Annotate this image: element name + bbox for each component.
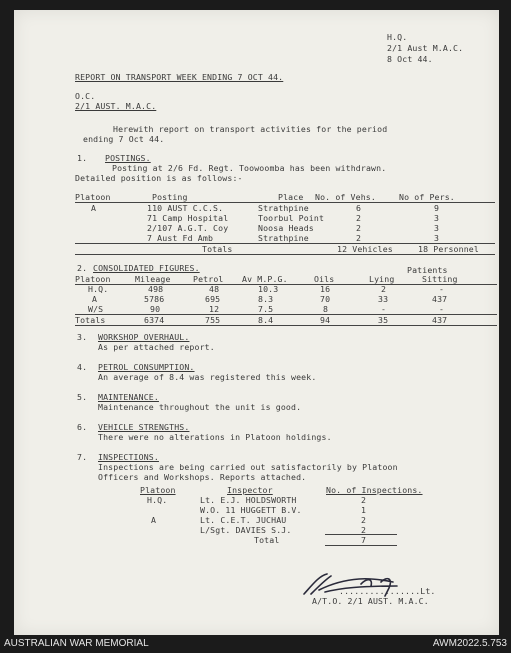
section-7-line-1: Inspections are being carried out satisfactorily by Platoon: [98, 462, 398, 472]
col-header-platoon: Platoon: [75, 192, 111, 202]
header-line-2: 2/1 Aust M.A.C.: [387, 43, 464, 53]
table-row-cell: A: [151, 515, 157, 525]
table-row-cell: 10.3: [258, 284, 279, 294]
table-row-cell: -: [381, 304, 387, 314]
table-row-cell: W/S: [88, 304, 104, 314]
table-row-cell: 7 Aust Fd Amb: [147, 233, 214, 243]
col-header-vehs: No. of Vehs.: [315, 192, 376, 202]
report-title: REPORT ON TRANSPORT WEEK ENDING 7 OCT 44.: [75, 72, 284, 82]
section-2-heading: CONSOLIDATED FIGURES.: [93, 263, 200, 273]
section-5-heading: MAINTENANCE.: [98, 392, 159, 402]
table-row-cell: 8.4: [258, 315, 274, 325]
table-row-cell: 2: [356, 233, 362, 243]
table-row-cell: 48: [209, 284, 220, 294]
table-row-cell: -: [439, 284, 445, 294]
postings-totals-personnel: 18 Personnel: [418, 244, 479, 254]
section-1-line-2: Detailed position is as follows:-: [75, 173, 243, 183]
table-row-cell: 8.3: [258, 294, 274, 304]
table-row-cell: A: [92, 294, 98, 304]
table-row-cell: Strathpine: [258, 203, 309, 213]
section-7-line-2: Officers and Workshops. Reports attached.: [98, 472, 307, 482]
archive-footer: [0, 635, 511, 653]
table-row-cell: 2: [361, 515, 367, 525]
col-header-sitting: Sitting: [422, 274, 458, 284]
intro-line-1: Herewith report on transport activities for the period: [113, 124, 388, 134]
table-row-cell: 90: [150, 304, 161, 314]
table-row-cell: 7.5: [258, 304, 274, 314]
col-header-platoon: Platoon: [75, 274, 111, 284]
section-4-body: An average of 8.4 was registered this week.: [98, 372, 317, 382]
table-row-cell: 2: [356, 223, 362, 233]
section-2-number: 2.: [77, 263, 88, 273]
section-6-body: There were no alterations in Platoon holdings.: [98, 432, 332, 442]
addressee-line-1: O.C.: [75, 91, 96, 101]
table-row-cell: 3: [434, 233, 440, 243]
table-row-cell: 437: [432, 294, 448, 304]
table-row-cell: 110 AUST C.C.S.: [147, 203, 224, 213]
table-row-cell: 94: [320, 315, 331, 325]
table-row-cell: 33: [378, 294, 389, 304]
table-row-cell: 6374: [144, 315, 165, 325]
inspections-total-value: 7: [361, 535, 367, 545]
section-1-heading: POSTINGS.: [105, 153, 151, 163]
col-header-mpg: Av M.P.G.: [242, 274, 288, 284]
col-header-inspections: No. of Inspections.: [326, 485, 423, 495]
col-header-lying: Lying: [369, 274, 395, 284]
table-row-cell: Strathpine: [258, 233, 309, 243]
table-row-cell: 3: [434, 223, 440, 233]
section-7-heading: INSPECTIONS.: [98, 452, 159, 462]
col-header-mileage: Mileage: [135, 274, 171, 284]
table-row-cell: -: [439, 304, 445, 314]
table-row-cell: A: [91, 203, 97, 213]
section-4-number: 4.: [77, 362, 88, 372]
table-row-cell: H.Q.: [147, 495, 168, 505]
section-6-number: 6.: [77, 422, 88, 432]
section-3-body: As per attached report.: [98, 342, 215, 352]
table-row-cell: 2: [356, 213, 362, 223]
section-5-number: 5.: [77, 392, 88, 402]
rule: [75, 254, 495, 255]
col-header-place: Place: [278, 192, 304, 202]
section-5-body: Maintenance throughout the unit is good.: [98, 402, 302, 412]
table-row-cell: 8: [323, 304, 329, 314]
col-header-oils: Oils: [314, 274, 335, 284]
table-row-cell: 2/107 A.G.T. Coy: [147, 223, 229, 233]
table-row-cell: 35: [378, 315, 389, 325]
table-row-cell: Toorbul Point: [258, 213, 325, 223]
rule: [325, 545, 397, 546]
table-row-cell: H.Q.: [88, 284, 109, 294]
table-row-cell: 71 Camp Hospital: [147, 213, 229, 223]
footer-reference: AWM2022.5.753: [432, 638, 507, 649]
addressee-line-2: 2/1 AUST. M.A.C.: [75, 101, 157, 111]
header-line-1: H.Q.: [387, 32, 408, 42]
col-header-petrol: Petrol: [193, 274, 224, 284]
table-row-cell: 498: [148, 284, 164, 294]
col-header-pers: No of Pers.: [399, 192, 455, 202]
section-1-line-1: Posting at 2/6 Fd. Regt. Toowoomba has been withdrawn.: [112, 163, 387, 173]
signature-line: ................Lt.: [339, 586, 436, 596]
section-6-heading: VEHICLE STRENGTHS.: [98, 422, 190, 432]
table-row-cell: 2: [361, 495, 367, 505]
document-page: [14, 10, 499, 635]
table-row-cell: 16: [320, 284, 331, 294]
table-row-cell: 5786: [144, 294, 165, 304]
table-row-cell: L/Sgt. DAVIES S.J.: [200, 525, 292, 535]
table-row-cell: 9: [434, 203, 440, 213]
table-row-cell: 1: [361, 505, 367, 515]
header-line-3: 8 Oct 44.: [387, 54, 433, 64]
consolidated-totals-label: Totals: [75, 315, 106, 325]
inspections-total-label: Total: [254, 535, 280, 545]
section-3-heading: WORKSHOP OVERHAUL.: [98, 332, 190, 342]
footer-institution: AUSTRALIAN WAR MEMORIAL: [4, 638, 149, 649]
table-row-cell: 437: [432, 315, 448, 325]
table-row-cell: 2: [361, 525, 367, 535]
section-4-heading: PETROL CONSUMPTION.: [98, 362, 195, 372]
col-header-inspector: Inspector: [227, 485, 273, 495]
col-header-posting: Posting: [152, 192, 188, 202]
table-row-cell: Lt. C.E.T. JUCHAU: [200, 515, 287, 525]
rule: [75, 325, 497, 326]
table-row-cell: 695: [205, 294, 221, 304]
section-7-number: 7.: [77, 452, 88, 462]
signature-title: A/T.O. 2/1 AUST. M.A.C.: [312, 596, 429, 606]
table-row-cell: W.O. 11 HUGGETT B.V.: [200, 505, 302, 515]
section-3-number: 3.: [77, 332, 88, 342]
table-row-cell: Lt. E.J. HOLDSWORTH: [200, 495, 297, 505]
section-1-number: 1.: [77, 153, 88, 163]
table-row-cell: Noosa Heads: [258, 223, 314, 233]
patients-label: Patients: [407, 265, 448, 275]
col-header-platoon: Platoon: [140, 485, 176, 495]
table-row-cell: 12: [209, 304, 220, 314]
postings-totals-vehicles: 12 Vehicles: [337, 244, 393, 254]
table-row-cell: 3: [434, 213, 440, 223]
postings-totals-label: Totals: [202, 244, 233, 254]
rule: [75, 284, 497, 285]
intro-line-2: ending 7 Oct 44.: [83, 134, 165, 144]
table-row-cell: 755: [205, 315, 221, 325]
table-row-cell: 2: [381, 284, 387, 294]
table-row-cell: 6: [356, 203, 362, 213]
table-row-cell: 70: [320, 294, 331, 304]
